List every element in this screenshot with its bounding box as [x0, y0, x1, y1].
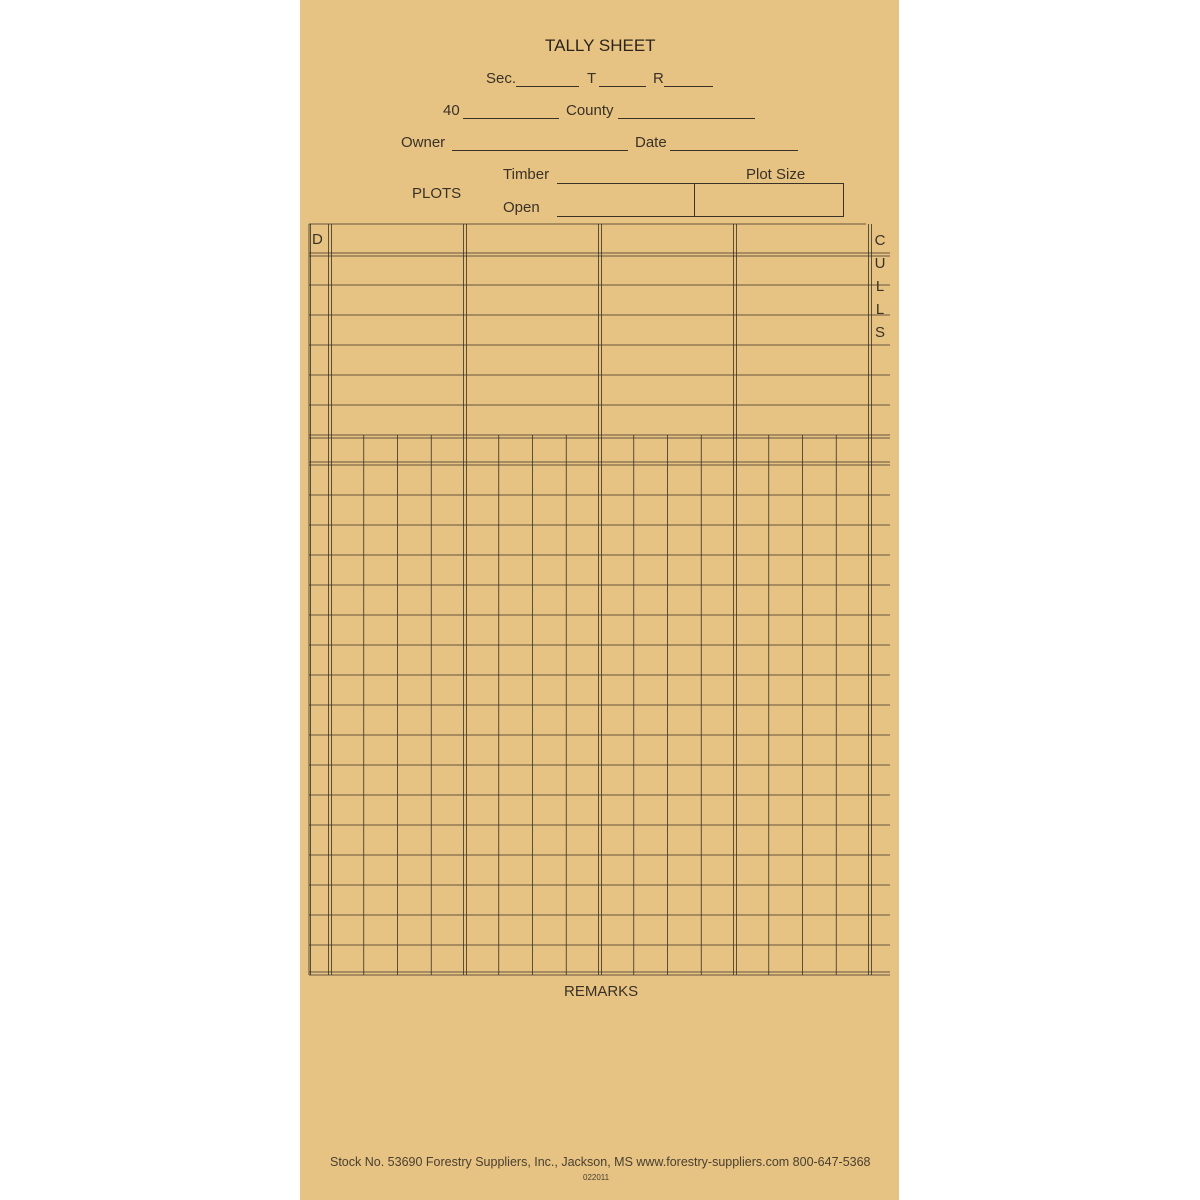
county-label: County	[566, 102, 614, 119]
tally-grid	[300, 0, 899, 1200]
culls-letter-c: C	[874, 232, 886, 249]
footer-code: 022011	[583, 1173, 610, 1182]
d-column-header: D	[312, 231, 323, 248]
culls-letter-s: S	[874, 324, 885, 341]
owner-label: Owner	[401, 134, 446, 151]
tally-sheet	[300, 0, 899, 1200]
t-label: T	[587, 70, 597, 87]
culls-letter-l2: L	[875, 301, 885, 318]
timber-label: Timber	[503, 166, 550, 183]
open-label: Open	[503, 199, 540, 216]
remarks-label: REMARKS	[564, 983, 639, 1000]
r-label: R	[653, 70, 664, 87]
sec-label: Sec.	[486, 70, 517, 87]
plot-size-label: Plot Size	[746, 166, 806, 183]
sheet-title: TALLY SHEET	[545, 36, 656, 55]
forty-label: 40	[443, 102, 460, 119]
footer-stock-text: Stock No. 53690 Forestry Suppliers, Inc., Jackson, MS www.forestry-suppliers.com 800-647-5368	[330, 1155, 871, 1169]
culls-letter-l1: L	[875, 278, 885, 295]
date-label: Date	[635, 134, 667, 151]
culls-letter-u: U	[874, 255, 886, 272]
plots-label: PLOTS	[412, 185, 462, 202]
